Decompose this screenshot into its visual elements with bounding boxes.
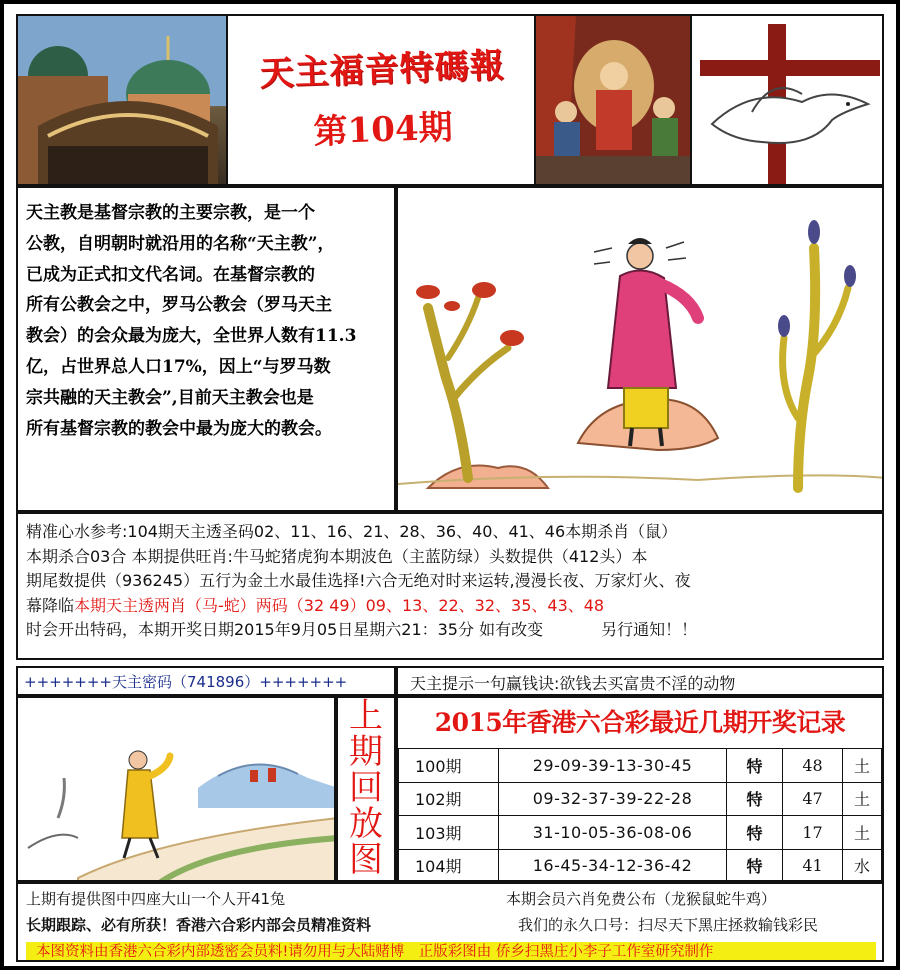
period-cell: 104期 (399, 849, 499, 882)
draw-results-table (398, 748, 882, 882)
secret-code-suffix: ）+++++++ (244, 673, 348, 691)
special-label-cell: 特 (727, 849, 783, 882)
article-line: 教会）的会众最为庞大，全世界人数有11.3 (26, 326, 357, 347)
table-row (399, 749, 882, 783)
article-line: 亿，占世界总人口17%，因上“与罗马数 (26, 356, 331, 377)
issue-number: 第104期 (312, 107, 454, 153)
paper-title: 天主福音特碼報 (258, 45, 506, 95)
special-number-cell: 41 (783, 849, 843, 882)
period-cell: 100期 (399, 749, 499, 783)
scholar-illustration (396, 186, 884, 512)
religious-painting-image (534, 14, 692, 186)
article-line: 所有公教会之中，罗马公教会（罗马天主 (26, 295, 332, 316)
replay-char: 上 (349, 696, 383, 736)
period-cell: 103期 (399, 816, 499, 850)
replay-char: 图 (349, 840, 383, 880)
footer-previous-hint: 上期有提供图中四座大山一个人开41兔 (26, 890, 286, 908)
special-label-cell: 特 (727, 749, 783, 783)
tips-line-4-lead: 幕降临 (26, 595, 75, 615)
table-row (399, 849, 882, 882)
tips-highlight-prediction: 本期天主透两肖（马-蛇）两码（32 49）09、13、22、32、35、43、48 (74, 595, 605, 615)
article-line: 所有基督宗教的教会中最为庞大的教会。 (26, 418, 332, 439)
special-number-cell: 47 (783, 782, 843, 816)
footer-motto: 我们的永久口号：扫尽天下黑庄拯救输钱彩民 (518, 916, 819, 934)
article-line: 天主教是基督宗教的主要宗教，是一个 (26, 203, 315, 223)
special-label-cell: 特 (727, 782, 783, 816)
numbers-cell: 29-09-39-13-30-45 (499, 749, 727, 783)
cross-dove-image (690, 14, 884, 186)
tips-line-2: 本期杀合03合 本期提供旺肖:牛马蛇猪虎狗本期波色（主蓝防绿）头数提供（412头）本 (26, 546, 648, 566)
footer-tracking-slogan: 长期跟踪、必有所获！香港六合彩内部会员精准资料 (26, 916, 372, 934)
footer-disclaimer-highlight: 本图资料由香港六合彩内部透密会员料!请勿用与大陆赌博 正版彩图由 侨乡扫黑庄小李子工作室研究制作 (26, 942, 876, 962)
mountain-scene-image (16, 696, 336, 882)
replay-char: 放 (349, 804, 383, 844)
period-cell: 102期 (399, 782, 499, 816)
draw-results-panel (396, 696, 884, 882)
tips-line-3: 期尾数提供（936245）五行为金土水最佳选择!六合无绝对时来运转,漫漫长夜、万家灯火、夜 (26, 571, 691, 590)
element-cell: 土 (843, 816, 882, 850)
element-cell: 土 (843, 782, 882, 816)
tips-line-4 (26, 594, 874, 619)
table-row (399, 816, 882, 850)
special-number-cell: 17 (783, 816, 843, 850)
money-tip-bar: 天主提示一句赢钱诀:欲钱去买富贵不淫的动物 (396, 666, 884, 696)
numbers-cell: 16-45-34-12-36-42 (499, 849, 727, 882)
last-issue-replay-label (336, 696, 396, 882)
newspaper-page (4, 4, 896, 966)
replay-char: 期 (349, 732, 383, 772)
article-line: 公教，自明朝时就沿用的名称“天主教”， (26, 233, 335, 254)
special-label-cell: 特 (727, 816, 783, 850)
title-panel (226, 14, 536, 186)
footer-member-zodiac: 本期会员六肖免费公布（龙猴鼠蛇牛鸡） (506, 890, 777, 908)
numbers-cell: 09-32-37-39-22-28 (499, 782, 727, 816)
draw-date-text: 时会开出特码，本期开奖日期2015年9月05日星期六21：35分 如有改变 (26, 620, 544, 639)
tips-line-1: 精准心水参考:104期天主透圣码02、11、16、21、28、36、40、41、46本期杀肖（鼠） (26, 522, 678, 541)
footer-panel (16, 882, 884, 962)
table-row (399, 782, 882, 816)
replay-char: 回 (349, 768, 383, 808)
numbers-cell: 31-10-05-36-08-06 (499, 816, 727, 850)
element-cell: 水 (843, 849, 882, 882)
tips-line-5 (26, 618, 874, 643)
notice-text: 另行通知！！ (601, 620, 698, 639)
article-line: 已成为正式扣文代名词。在基督宗教的 (26, 264, 315, 285)
secret-code-bar (16, 666, 396, 696)
element-cell: 土 (843, 749, 882, 783)
article-panel (16, 186, 396, 512)
secret-code-value: 741896 (186, 673, 245, 691)
secret-code-prefix: +++++++天主密码（ (24, 673, 187, 691)
tips-panel (16, 512, 884, 660)
draw-results-title: 2015年香港六合彩最近几期开奖记录 (434, 708, 846, 737)
cathedral-dome-image (16, 14, 228, 186)
article-line: 宗共融的天主教会”,目前天主教会也是 (26, 387, 314, 408)
special-number-cell: 48 (783, 749, 843, 783)
